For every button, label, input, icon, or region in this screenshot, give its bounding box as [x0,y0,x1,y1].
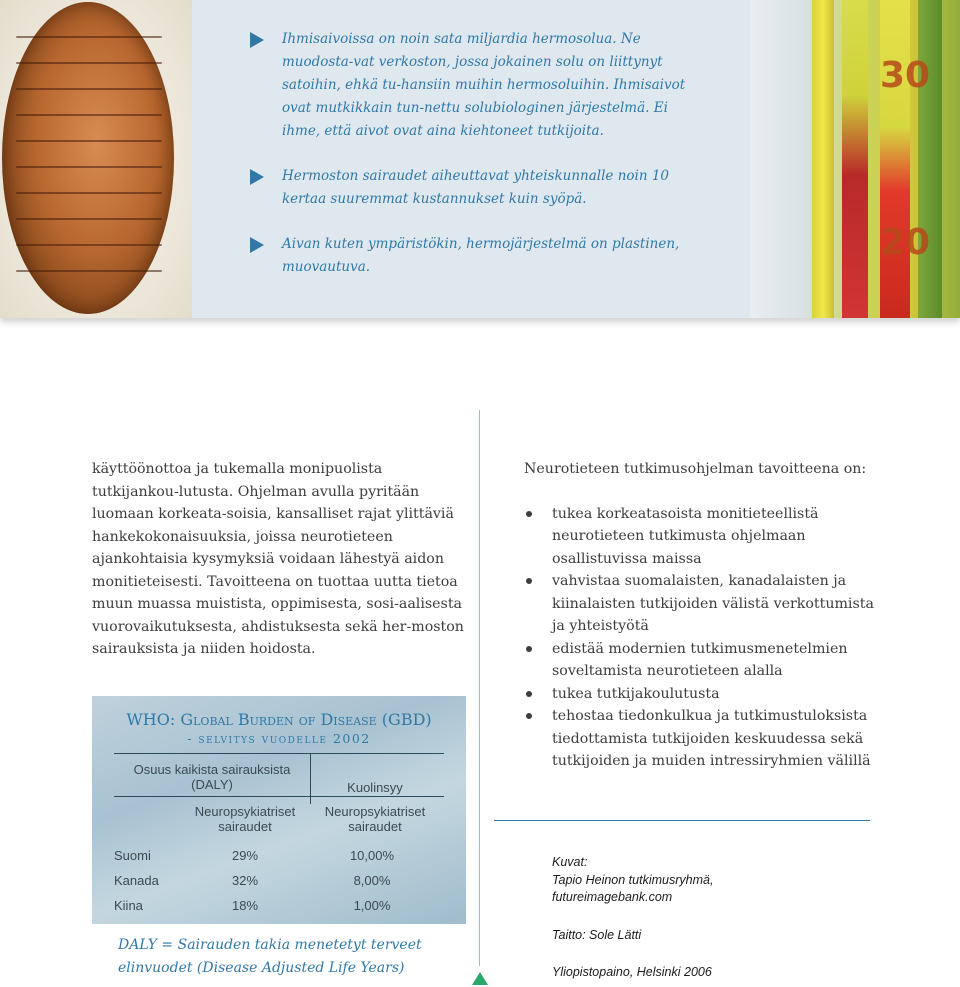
triangle-bullet-icon [250,237,264,253]
row-deaths: 1,00% [353,898,391,913]
table-rule [114,753,444,754]
neuron-cell-image [0,0,192,318]
row-daly: 32% [231,873,259,888]
list-item: vahvistaa suomalaisten, kanadalaisten ja kiinalaisten tutkijoiden välistä verkottumista ja yhteistyötä [524,570,884,638]
triangle-bullet-icon [250,169,264,185]
banner-bullet-2 [250,165,690,211]
credits-images-line1: Tapio Heinon tutkimusryhmä, [552,872,714,887]
row-country: Suomi [114,848,151,863]
gbd-title: WHO: Global Burden of Disease (GBD) [126,710,432,729]
banner-bullet-text: Ihmisaivoissa on noin sata miljardia hermosolua. Ne muodosta-vat verkoston, jossa jokainen solu on liittynyt satoihin, ehkä tu-hansiin muihin hermosoluihin. Ihmisaivot ovat mutkikkain tun-nettu solubiologinen järjestelmä. Ei ihme, että aivot ovat aina kiehtoneet tutkijoita. [282,31,686,139]
bullet-dot-icon [526,713,532,719]
credits [552,854,713,982]
column-divider [479,410,480,966]
row-country: Kiina [114,898,143,913]
col1-subheader: Neuropsykiatriset sairaudet [194,804,296,834]
col2-subheader: Neuropsykiatriset sairaudet [324,804,426,834]
credits-printer: Yliopistopaino, Helsinki 2006 [552,965,712,979]
body-paragraph: käyttöönottoa ja tukemalla monipuolista tutkijankou-lutusta. Ohjelman avulla pyritään luomaan korkeata-soisia, kansalliset rajat ylittäviä hankekokonaisuuksia, joissa neurotieteen ajankohtaisia kysymyksiä voidaan lähestyä aidon monitieteisesti. Tavoitteena on tuottaa uutta tietoa muun muassa muistista, oppimisesta, sosi-aalisesta vuorovaikutuksesta, ahdistuksesta sekä her-moston sairauksista ja niiden hoidosta. [92,461,464,657]
list-item: tukea korkeatasoista monitieteellistä neurotieteen tutkimusta ohjelmaan osallistuvissa maissa [524,503,884,571]
section-rule [494,820,870,821]
tube-scale-20: 20 [880,222,931,263]
test-tube-image [750,0,960,318]
gbd-subtitle: - selvitys vuodelle 2002 [187,731,371,746]
col1-header: Osuus kaikista sairauksista (DALY) [133,762,291,792]
goals-intro: Neurotieteen tutkimusohjelman tavoitteena on: [524,461,867,477]
bullet-dot-icon [526,691,532,697]
list-item: tehostaa tiedonkulkua ja tutkimustuloksista tiedottamista tutkijoiden keskuudessa sekä tutkijoiden ja muiden intressiryhmien välillä [524,705,884,773]
gbd-table-box [92,696,466,924]
daly-definition: DALY = Sairauden takia menetetyt terveet elinvuodet (Disease Adjusted Life Years) [118,937,422,976]
col2-header: Kuolinsyy [347,780,403,795]
list-item: edistää modernien tutkimusmenetelmien soveltamista neurotieteen alalla [524,638,884,683]
row-deaths: 8,00% [353,873,391,888]
row-daly: 29% [231,848,259,863]
banner-bullet-text: Aivan kuten ympäristökin, hermojärjestelmä on plastinen, muovautuva. [282,236,680,275]
credits-images-line2: futureimagebank.com [552,890,673,904]
banner-bullet-3 [250,233,690,279]
row-daly: 18% [231,898,259,913]
list-item: tukea tutkijakoulutusta [524,683,884,706]
triangle-bullet-icon [250,32,264,48]
credits-layout: Taitto: Sole Lätti [552,927,642,942]
row-deaths: 10,00% [349,848,395,863]
credits-images-label: Kuvat: [552,855,588,869]
row-country: Kanada [114,873,159,888]
banner-bullet-text: Hermoston sairaudet aiheuttavat yhteiskunnalle noin 10 kertaa suuremmat kustannukset kuin syöpä. [282,168,669,207]
banner-bullets [250,28,690,301]
goals-list [524,503,884,773]
table-rule [114,796,444,797]
cell-illustration [2,2,174,314]
bullet-dot-icon [526,511,532,517]
program-goals [524,458,884,773]
tube-scale-30: 30 [880,55,931,96]
triangle-up-icon [472,972,488,985]
bullet-dot-icon [526,646,532,652]
top-banner [0,0,960,318]
bullet-dot-icon [526,578,532,584]
banner-bullet-1 [250,28,690,143]
